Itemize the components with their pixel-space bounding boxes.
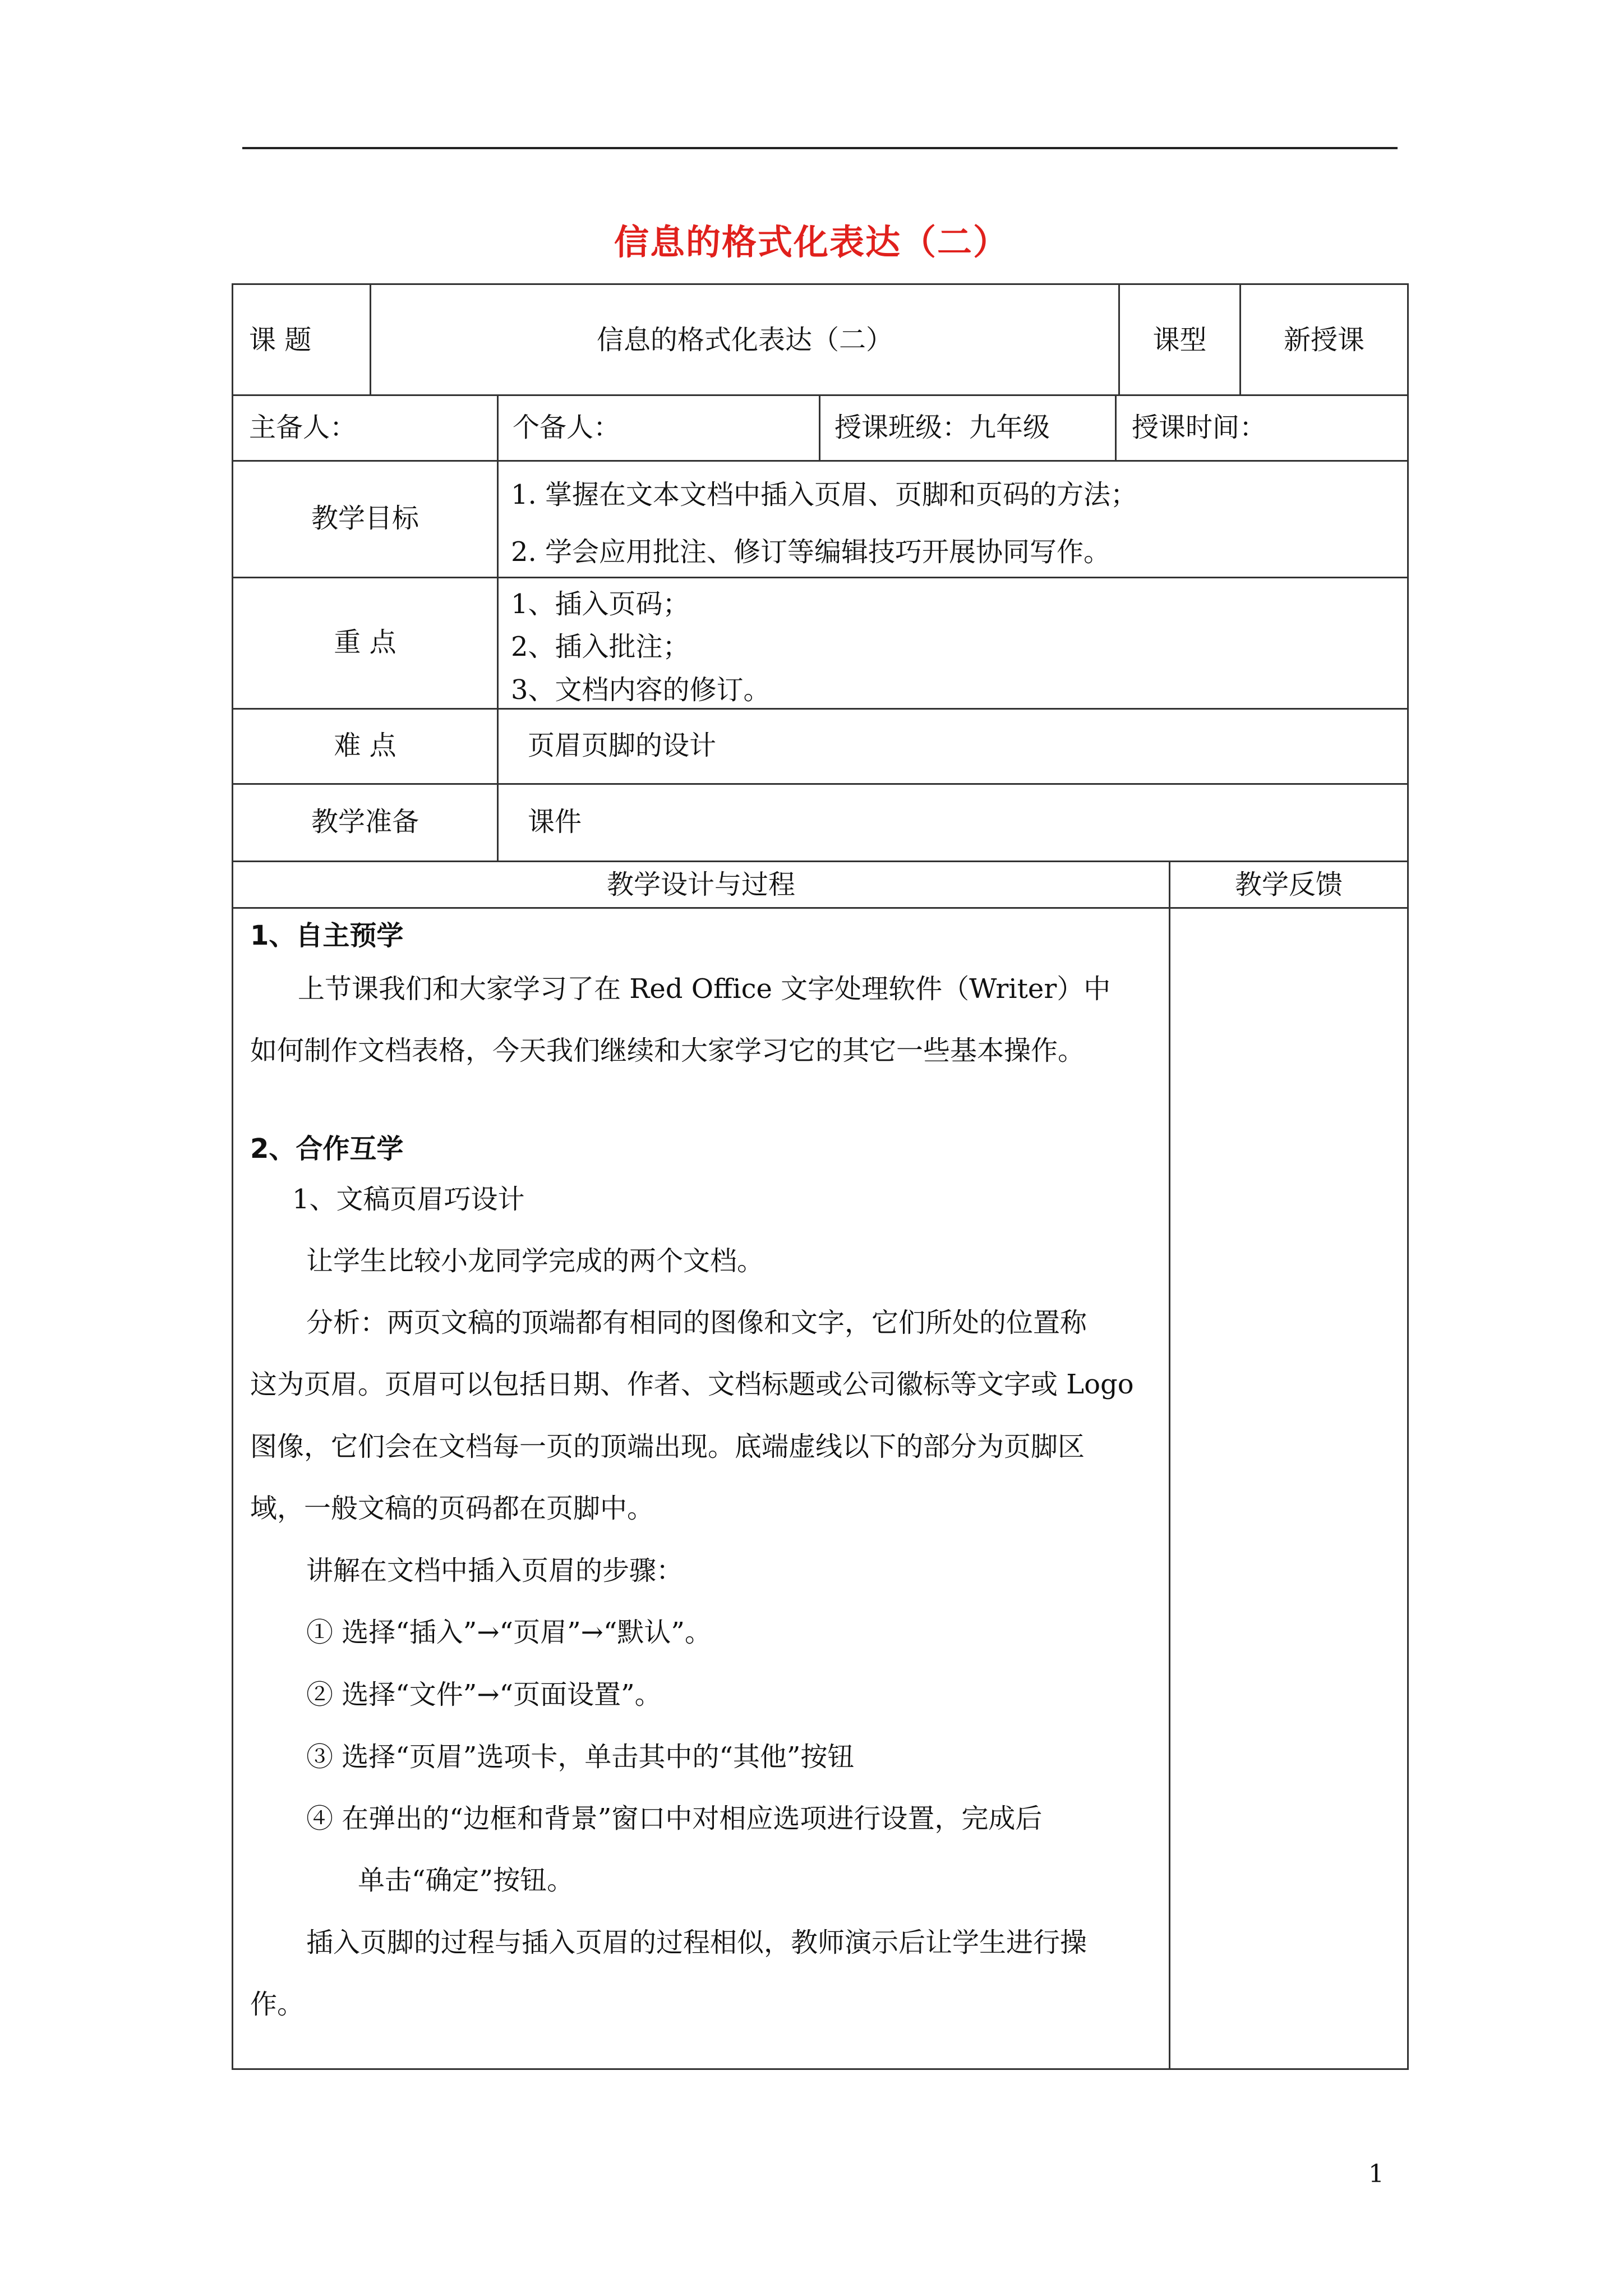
footer-line-1: 插入页脚的过程与插入页眉的过程相似，教师演示后让学生进行操 (306, 1927, 1087, 1958)
key-point-1: 1、插入页码； (511, 588, 690, 620)
goals-label: 教学目标 (311, 503, 419, 534)
analysis-line-3: 图像，它们会在文档每一页的顶端出现。底端虚线以下的部分为页脚区 (250, 1431, 1085, 1462)
topic-value: 信息的格式化表达（二） (596, 324, 893, 356)
key-point-2: 2、插入批注； (511, 631, 690, 662)
step-4-continued: 单击“确定”按钮。 (358, 1865, 574, 1896)
step-3: ③ 选择“页眉”选项卡，单击其中的“其他”按钮 (306, 1741, 855, 1773)
section2-heading: 2、合作互学 (250, 1133, 404, 1165)
time-label: 授课时间： (1132, 411, 1267, 443)
design-header: 教学设计与过程 (606, 869, 795, 900)
analysis-line-4: 域，一般文稿的页码都在页脚中。 (250, 1493, 654, 1524)
step-4: ④ 在弹出的“边框和背景”窗口中对相应选项进行设置，完成后 (306, 1803, 1043, 1834)
teaching-process-table (232, 861, 1409, 2070)
key-label: 重 点 (334, 627, 396, 658)
analysis-line-1: 分析：两页文稿的顶端都有相同的图像和文字，它们所处的位置称 (306, 1307, 1087, 1338)
type-value: 新授课 (1283, 324, 1364, 356)
individual-preparer: 个备人： (513, 411, 621, 443)
goal-1: 1. 掌握在文本文档中插入页眉、页脚和页码的方法； (511, 479, 1138, 510)
key-point-3: 3、文档内容的修订。 (511, 674, 771, 706)
class-label: 授课班级：九年级 (834, 411, 1050, 443)
goal-2: 2. 学会应用批注、修订等编辑技巧开展协同写作。 (511, 536, 1111, 568)
section1-line-2: 如何制作文档表格，今天我们继续和大家学习它的其它一些基本操作。 (250, 1035, 1085, 1066)
section1-line-1: 上节课我们和大家学习了在 Red Office 文字处理软件（Writer）中 (298, 973, 1111, 1005)
steps-intro: 讲解在文档中插入页眉的步骤： (306, 1555, 684, 1586)
compare-line: 让学生比较小龙同学完成的两个文档。 (306, 1245, 764, 1277)
main-preparer: 主备人： (249, 411, 357, 443)
footer-line-2: 作。 (250, 1989, 305, 2020)
prep-value: 课件 (528, 806, 582, 838)
header-rule (242, 147, 1398, 149)
difficult-value: 页眉页脚的设计 (528, 730, 717, 761)
feedback-header: 教学反馈 (1234, 869, 1343, 900)
step-1: ① 选择“插入”→“页眉”→“默认”。 (306, 1617, 712, 1648)
difficult-label: 难 点 (334, 730, 396, 761)
type-label: 课型 (1152, 324, 1207, 356)
document-title: 信息的格式化表达（二） (614, 222, 1009, 263)
section1-heading: 1、自主预学 (250, 920, 404, 951)
prep-label: 教学准备 (311, 806, 419, 838)
analysis-line-2: 这为页眉。页眉可以包括日期、作者、文档标题或公司徽标等文字或 Logo (250, 1369, 1134, 1400)
page-number: 1 (1368, 2160, 1384, 2188)
subsection-1: 1、文稿页眉巧设计 (292, 1184, 525, 1215)
step-2: ② 选择“文件”→“页面设置”。 (306, 1679, 662, 1710)
lesson-info-table (232, 283, 1409, 862)
topic-label: 课 题 (249, 324, 312, 356)
